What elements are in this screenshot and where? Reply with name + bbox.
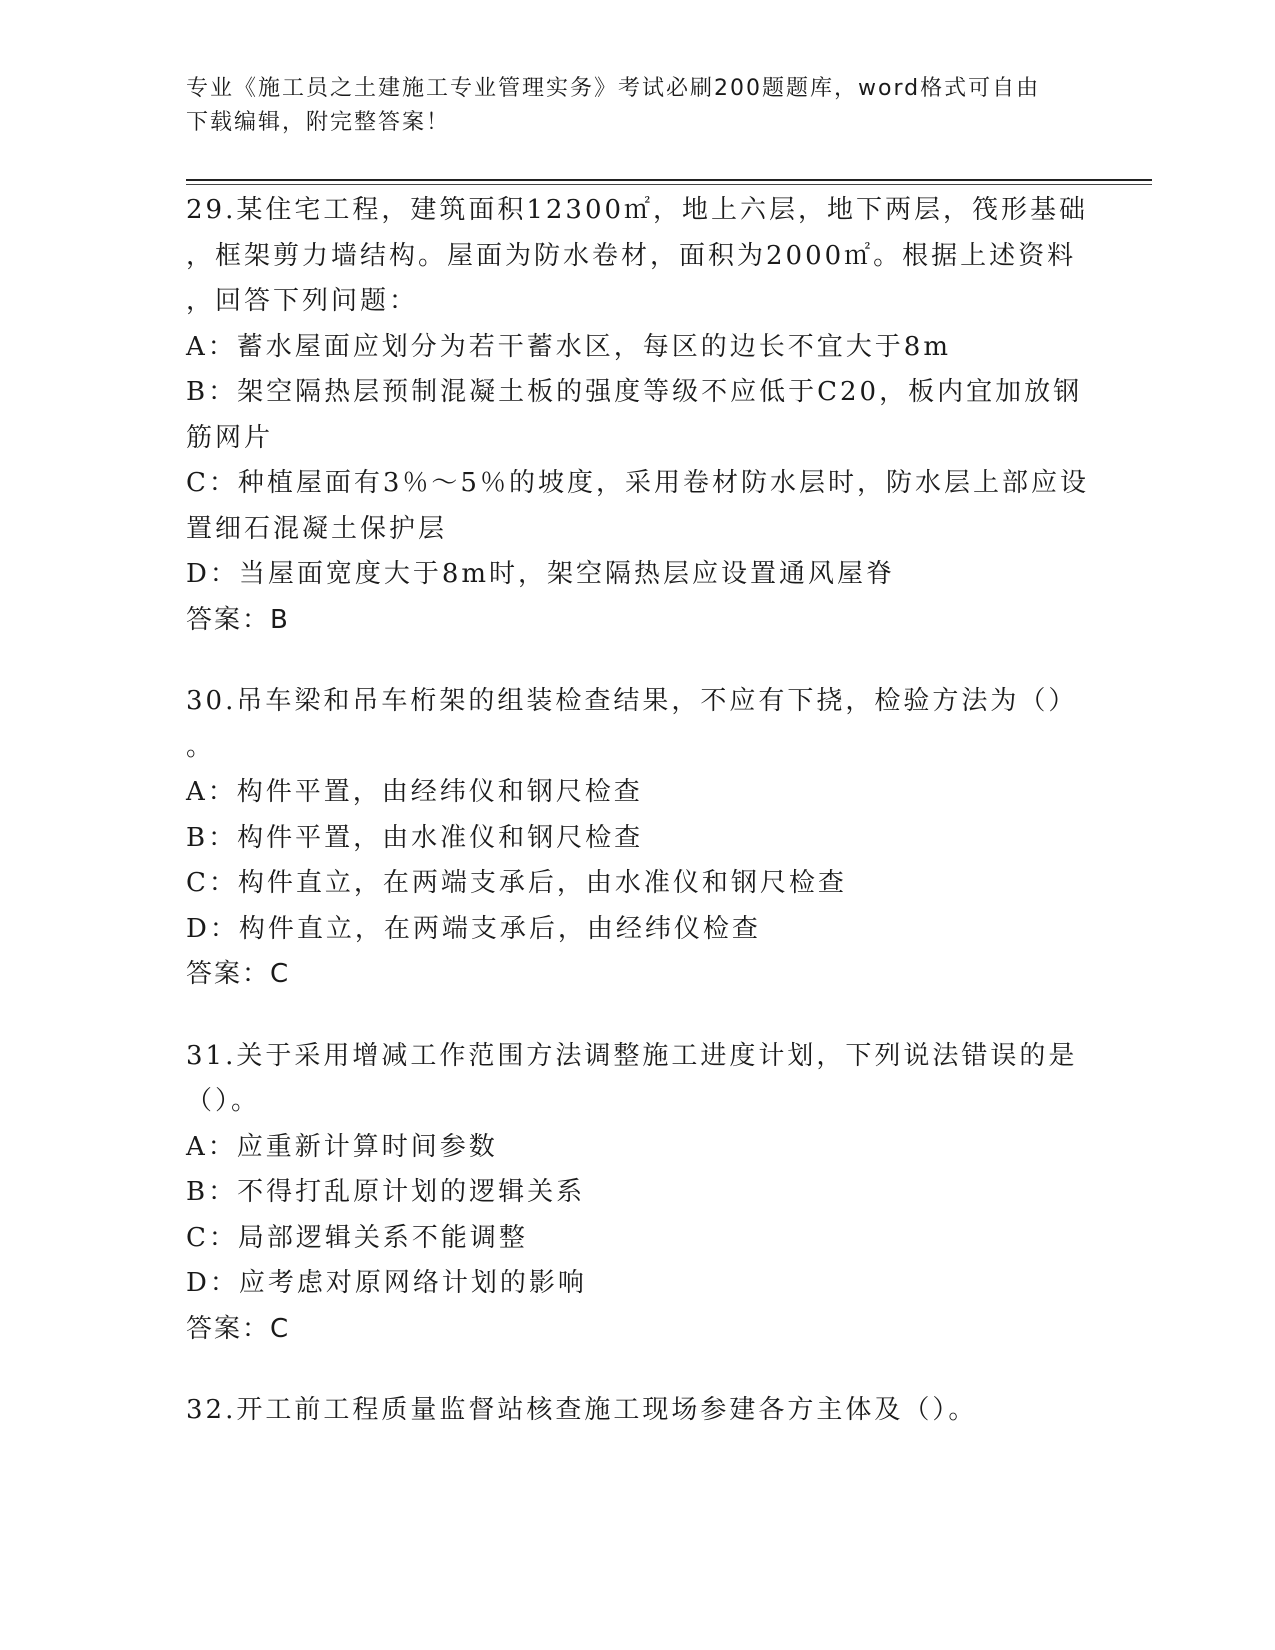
option-c: C：种植屋面有3％～5％的坡度，采用卷材防水层时，防水层上部应设 — [186, 468, 1089, 498]
question-29 — [186, 188, 1089, 643]
option-a: A：应重新计算时间参数 — [186, 1131, 498, 1162]
header-divider-thin — [186, 184, 1152, 185]
header-divider-thick — [186, 179, 1152, 181]
answer-label: 答案：B — [186, 604, 290, 635]
document-header — [186, 72, 1066, 140]
option-d: D：应考虑对原网络计划的影响 — [186, 1268, 587, 1298]
option-a: A：构件平置，由经纬仪和钢尺检查 — [186, 777, 643, 807]
option-c: C：局部逻辑关系不能调整 — [186, 1222, 528, 1253]
question-text: 29.某住宅工程，建筑面积12300㎡，地上六层，地下两层，筏形基础 — [186, 195, 1089, 225]
option-a: A：蓄水屋面应划分为若干蓄水区，每区的边长不宜大于8m — [186, 331, 951, 362]
question-text: ，框架剪力墙结构。屋面为防水卷材，面积为2000㎡。根据上述资料 — [186, 240, 1077, 271]
answer-label: 答案：C — [186, 1313, 291, 1344]
question-list — [186, 188, 1089, 1470]
question-text: 。 — [186, 731, 216, 762]
question-text: （）。 — [186, 1086, 261, 1116]
answer-label: 答案：C — [186, 959, 291, 989]
question-32 — [186, 1388, 1086, 1434]
option-c: C：构件直立，在两端支承后，由水准仪和钢尺检查 — [186, 868, 847, 898]
option-b: B：构件平置，由水准仪和钢尺检查 — [186, 822, 644, 853]
header-line-2: 下载编辑，附完整答案！ — [186, 110, 451, 135]
option-d: D：构件直立，在两端支承后，由经纬仪检查 — [186, 913, 761, 944]
option-b: B：不得打乱原计划的逻辑关系 — [186, 1177, 586, 1207]
question-text: 32.开工前工程质量监督站核查施工现场参建各方主体及（）。 — [186, 1395, 978, 1425]
question-31 — [186, 1034, 1086, 1353]
question-text: ，回答下列问题： — [186, 286, 419, 316]
question-text: 31.关于采用增减工作范围方法调整施工进度计划，下列说法错误的是 — [186, 1040, 1078, 1071]
question-30 — [186, 679, 1086, 998]
option-b: 筋网片 — [186, 422, 274, 453]
option-d: D：当屋面宽度大于8m时，架空隔热层应设置通风屋脊 — [186, 559, 896, 589]
question-text: 30.吊车梁和吊车桁架的组装检查结果，不应有下挠，检验方法为（） — [186, 686, 1078, 716]
option-b: B：架空隔热层预制混凝土板的强度等级不应低于C20，板内宜加放钢 — [186, 377, 1083, 407]
header-line-1: 专业《施工员之土建施工专业管理实务》考试必刷200题题库，word格式可自由 — [186, 76, 1041, 101]
option-c: 置细石混凝土保护层 — [186, 513, 448, 544]
